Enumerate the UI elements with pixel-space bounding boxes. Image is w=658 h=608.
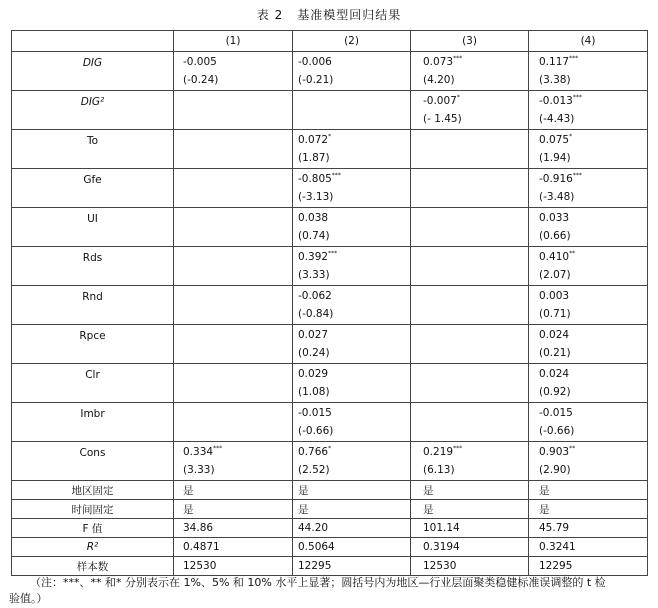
coefficient-value: 0.003: [539, 290, 570, 302]
coefficient-value: 0.029: [298, 368, 329, 380]
coefficient-value: 0.038: [298, 212, 329, 224]
table-row: [12, 325, 648, 364]
coefficient: [529, 368, 647, 380]
table-row: [12, 208, 648, 247]
summary-value: 是: [423, 484, 434, 497]
coefficient-value: 0.024: [539, 329, 570, 341]
coefficient-value: 0.219: [423, 446, 454, 458]
t-statistic: (-0.21): [298, 74, 334, 86]
variable-name: [12, 52, 174, 91]
coef-cell: [293, 325, 411, 364]
coefficient: [529, 56, 647, 68]
coef-cell: [293, 52, 411, 91]
t-statistic: (0.92): [539, 386, 571, 398]
table-caption: 基准模型回归结果: [297, 8, 402, 22]
coef-cell: [293, 208, 411, 247]
significance-stars: ***: [453, 55, 463, 62]
coefficient-value: 0.075: [539, 134, 570, 146]
t-statistic: (1.94): [539, 152, 571, 164]
summary-cell: [174, 481, 293, 500]
coefficient-value: 0.072: [298, 134, 329, 146]
coefficient-value: 0.410: [539, 251, 570, 263]
summary-label: [12, 519, 174, 538]
t-statistic: (2.07): [539, 269, 571, 281]
coef-cell: [174, 325, 293, 364]
table-row: [12, 130, 648, 169]
summary-value: 12295: [298, 560, 332, 572]
summary-value: 是: [183, 484, 194, 497]
summary-label-text: R²: [86, 541, 99, 553]
t-statistic: (2.90): [539, 464, 571, 476]
table-title: [0, 6, 658, 23]
summary-value: 0.3194: [423, 541, 460, 553]
summary-value: 是: [539, 484, 550, 497]
summary-value: 是: [183, 503, 194, 516]
summary-cell: [411, 557, 529, 576]
note-line: （注：***、** 和* 分别表示在 1%、5% 和 10% 水平上显著；圆括号内为地区—行业层面聚类稳健标准误调整的 t 检: [30, 576, 606, 589]
t-statistic: (-0.84): [298, 308, 334, 320]
table-row: [12, 364, 648, 403]
coefficient: [529, 134, 647, 146]
summary-label: [12, 538, 174, 557]
significance-stars: ***: [328, 250, 338, 257]
table-row: [12, 52, 648, 91]
variable-label: Imbr: [80, 408, 105, 420]
coef-cell: [174, 52, 293, 91]
significance-stars: ***: [572, 94, 582, 101]
t-statistic: (2.52): [298, 464, 330, 476]
coefficient: [411, 95, 528, 107]
variable-name: [12, 208, 174, 247]
coef-cell: [529, 442, 648, 481]
summary-row: [12, 557, 648, 576]
coef-cell: [411, 286, 529, 325]
coefficient-value: -0.015: [298, 407, 332, 419]
coef-cell: [293, 247, 411, 286]
summary-value: 0.4871: [183, 541, 220, 553]
table-row: [12, 247, 648, 286]
table-note: [9, 575, 646, 607]
coefficient: [174, 56, 292, 68]
summary-cell: [411, 481, 529, 500]
variable-name: [12, 247, 174, 286]
coef-cell: [411, 403, 529, 442]
coef-cell: [411, 91, 529, 130]
coefficient-value: 0.766: [298, 446, 329, 458]
coefficient-value: 0.117: [539, 56, 570, 68]
coef-cell: [174, 442, 293, 481]
table-row: [12, 286, 648, 325]
variable-label: Cons: [79, 447, 106, 459]
summary-cell: [529, 481, 648, 500]
summary-cell: [293, 481, 411, 500]
coefficient: [293, 173, 410, 185]
t-statistic: (-4.43): [539, 113, 575, 125]
variable-name: [12, 130, 174, 169]
summary-cell: [174, 519, 293, 538]
coefficient-value: 0.392: [298, 251, 329, 263]
summary-label: [12, 557, 174, 576]
coef-cell: [293, 442, 411, 481]
variable-name: [12, 403, 174, 442]
coefficient: [529, 446, 647, 458]
coef-cell: [529, 208, 648, 247]
summary-value: 是: [423, 503, 434, 516]
coef-cell: [529, 403, 648, 442]
coef-cell: [174, 364, 293, 403]
coefficient-value: -0.916: [539, 173, 573, 185]
column-header: (2): [293, 31, 411, 52]
coefficient: [293, 134, 410, 146]
coef-cell: [293, 169, 411, 208]
significance-stars: *: [328, 133, 332, 140]
summary-row: [12, 519, 648, 538]
significance-stars: *: [328, 445, 332, 452]
variable-label: Rpce: [79, 330, 106, 342]
variable-name: [12, 442, 174, 481]
variable-name: [12, 91, 174, 130]
summary-cell: [411, 519, 529, 538]
t-statistic: (-0.24): [183, 74, 219, 86]
coef-cell: [174, 208, 293, 247]
coef-cell: [529, 169, 648, 208]
coefficient-value: -0.805: [298, 173, 332, 185]
variable-label: DIG: [82, 57, 103, 69]
coefficient-value: -0.007: [423, 95, 457, 107]
coef-cell: [411, 52, 529, 91]
variable-label: Gfe: [83, 174, 102, 186]
coefficient-value: -0.006: [298, 56, 332, 68]
t-statistic: (1.08): [298, 386, 330, 398]
coefficient: [293, 368, 410, 380]
significance-stars: ***: [572, 172, 582, 179]
variable-label: Rds: [82, 252, 103, 264]
t-statistic: (0.21): [539, 347, 571, 359]
t-statistic: (0.71): [539, 308, 571, 320]
coef-cell: [174, 403, 293, 442]
summary-cell: [174, 557, 293, 576]
coefficient: [529, 95, 647, 107]
coefficient: [529, 407, 647, 419]
coef-cell: [529, 52, 648, 91]
summary-value: 101.14: [423, 522, 460, 534]
summary-row: [12, 500, 648, 519]
summary-value: 12530: [183, 560, 217, 572]
significance-stars: ***: [213, 445, 223, 452]
variable-label: DIG²: [80, 96, 105, 108]
coef-cell: [411, 442, 529, 481]
t-statistic: (- 1.45): [423, 113, 462, 125]
summary-cell: [293, 500, 411, 519]
significance-stars: **: [569, 250, 576, 257]
table-number: 表 2: [256, 8, 284, 22]
coefficient: [411, 56, 528, 68]
t-statistic: (3.33): [298, 269, 330, 281]
coef-cell: [529, 91, 648, 130]
significance-stars: *: [569, 133, 573, 140]
header-corner: [12, 31, 174, 52]
summary-value: 34.86: [183, 522, 214, 534]
variable-label: Rnd: [82, 291, 103, 303]
coefficient-value: -0.005: [183, 56, 217, 68]
variable-label: UI: [87, 213, 98, 225]
variable-name: [12, 169, 174, 208]
table-row: [12, 442, 648, 481]
coef-cell: [293, 403, 411, 442]
coefficient-value: 0.334: [183, 446, 214, 458]
significance-stars: *: [456, 94, 460, 101]
t-statistic: (0.74): [298, 230, 330, 242]
coef-cell: [411, 208, 529, 247]
t-statistic: (4.20): [423, 74, 455, 86]
coef-cell: [174, 286, 293, 325]
coef-cell: [411, 130, 529, 169]
coefficient-value: 0.033: [539, 212, 570, 224]
coef-cell: [529, 364, 648, 403]
coef-cell: [529, 325, 648, 364]
coef-cell: [293, 364, 411, 403]
coefficient-value: 0.073: [423, 56, 454, 68]
t-statistic: (0.24): [298, 347, 330, 359]
table-row: [12, 91, 648, 130]
summary-label-text: F 值: [82, 522, 103, 535]
regression-table: [11, 30, 648, 576]
summary-value: 12295: [539, 560, 573, 572]
summary-row: [12, 538, 648, 557]
summary-cell: [529, 557, 648, 576]
coefficient-value: -0.013: [539, 95, 573, 107]
coef-cell: [293, 130, 411, 169]
summary-cell: [529, 500, 648, 519]
coefficient: [174, 446, 292, 458]
table-row: [12, 169, 648, 208]
significance-stars: ***: [331, 172, 341, 179]
coefficient: [293, 446, 410, 458]
coef-cell: [174, 169, 293, 208]
variable-label: Clr: [85, 369, 100, 381]
t-statistic: (1.87): [298, 152, 330, 164]
summary-cell: [293, 538, 411, 557]
summary-label-text: 样本数: [76, 560, 109, 573]
summary-value: 45.79: [539, 522, 570, 534]
coefficient: [293, 407, 410, 419]
t-statistic: (0.66): [539, 230, 571, 242]
coefficient-value: -0.015: [539, 407, 573, 419]
summary-cell: [174, 500, 293, 519]
column-header: (3): [411, 31, 529, 52]
coefficient: [293, 329, 410, 341]
coef-cell: [529, 286, 648, 325]
summary-cell: [411, 538, 529, 557]
variable-name: [12, 364, 174, 403]
coefficient: [411, 446, 528, 458]
t-statistic: (-3.13): [298, 191, 334, 203]
summary-value: 12530: [423, 560, 457, 572]
summary-cell: [293, 519, 411, 538]
coef-cell: [174, 247, 293, 286]
t-statistic: (6.13): [423, 464, 455, 476]
coefficient-value: -0.062: [298, 290, 332, 302]
variable-label: To: [86, 135, 99, 147]
summary-label-text: 地区固定: [71, 484, 114, 497]
coefficient: [293, 290, 410, 302]
coefficient-value: 0.024: [539, 368, 570, 380]
coefficient: [529, 251, 647, 263]
coef-cell: [293, 91, 411, 130]
coef-cell: [529, 247, 648, 286]
summary-value: 是: [298, 484, 309, 497]
summary-row: [12, 481, 648, 500]
t-statistic: (-0.66): [539, 425, 575, 437]
significance-stars: ***: [569, 55, 579, 62]
coefficient: [529, 212, 647, 224]
coefficient-value: 0.903: [539, 446, 570, 458]
summary-label-text: 时间固定: [71, 503, 114, 516]
note-line: 验值。）: [9, 592, 48, 605]
summary-value: 是: [539, 503, 550, 516]
summary-value: 44.20: [298, 522, 329, 534]
coefficient: [293, 212, 410, 224]
coef-cell: [529, 130, 648, 169]
summary-cell: [529, 538, 648, 557]
summary-label: [12, 500, 174, 519]
t-statistic: (-0.66): [298, 425, 334, 437]
variable-name: [12, 325, 174, 364]
coefficient: [293, 56, 410, 68]
t-statistic: (3.33): [183, 464, 215, 476]
significance-stars: ***: [453, 445, 463, 452]
column-header: (1): [174, 31, 293, 52]
coefficient: [293, 251, 410, 263]
summary-cell: [293, 557, 411, 576]
coef-cell: [411, 169, 529, 208]
summary-value: 0.5064: [298, 541, 335, 553]
summary-cell: [411, 500, 529, 519]
coef-cell: [411, 325, 529, 364]
header-row: [12, 31, 648, 52]
coefficient: [529, 329, 647, 341]
coef-cell: [293, 286, 411, 325]
coef-cell: [174, 130, 293, 169]
coefficient: [529, 290, 647, 302]
t-statistic: (3.38): [539, 74, 571, 86]
variable-name: [12, 286, 174, 325]
coef-cell: [411, 364, 529, 403]
coefficient: [529, 173, 647, 185]
summary-label: [12, 481, 174, 500]
summary-cell: [529, 519, 648, 538]
significance-stars: **: [569, 445, 576, 452]
summary-cell: [174, 538, 293, 557]
summary-value: 0.3241: [539, 541, 576, 553]
summary-value: 是: [298, 503, 309, 516]
column-header: (4): [529, 31, 648, 52]
coef-cell: [174, 91, 293, 130]
t-statistic: (-3.48): [539, 191, 575, 203]
coefficient-value: 0.027: [298, 329, 329, 341]
table-row: [12, 403, 648, 442]
coef-cell: [411, 247, 529, 286]
